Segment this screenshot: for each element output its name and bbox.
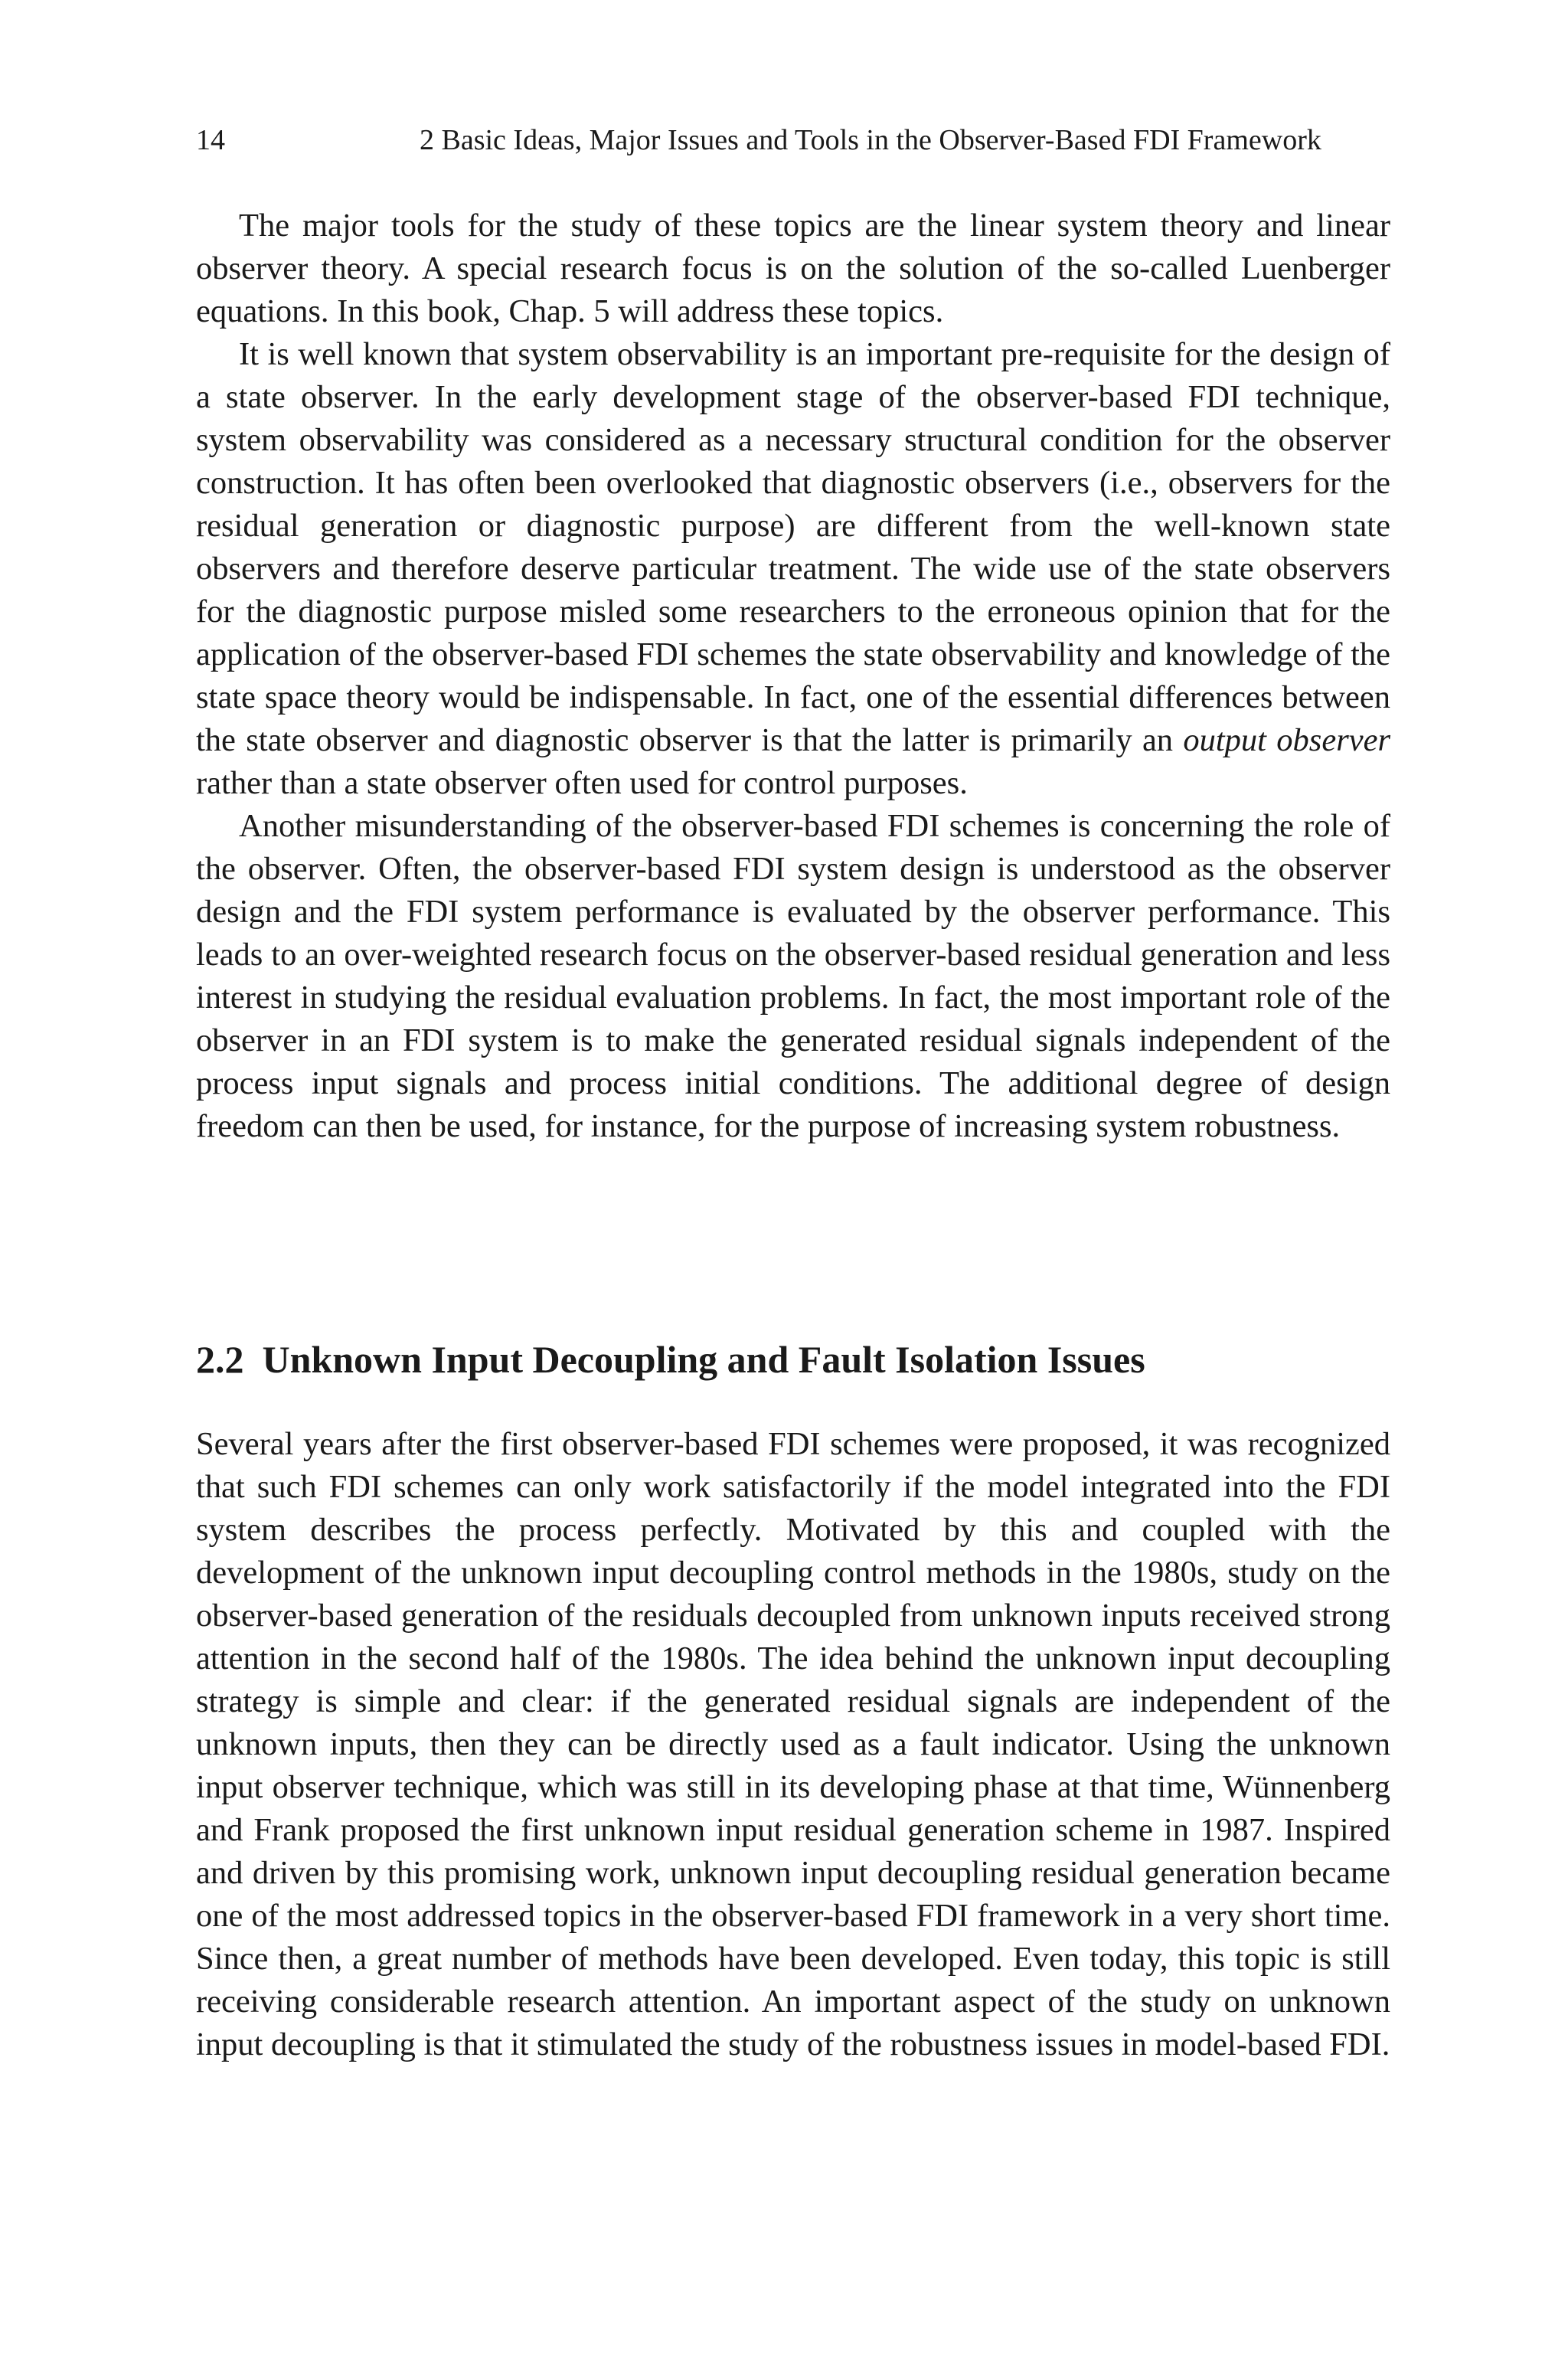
chapter-title: 2 Basic Ideas, Major Issues and Tools in the Observer-Based FDI Framework — [420, 124, 1321, 156]
body-text-before-section — [196, 204, 1390, 1148]
paragraph — [196, 1423, 1390, 2066]
paragraph-text: It is well known that system observability is an important pre-requisite for the design of a state observer. In the early development stage of the observer-based FDI technique, system observability was considered as a necessary structural condition for the observer construction. It has often been overlooked that diagnostic observers (i.e., observers for the residual generation or diagnostic purpose) are different from the well-known state observers and therefore deserve particular treatment. The wide use of the state observers for the diagnostic purpose misled some researchers to the erroneous opinion that for the application of the observer-based FDI schemes the state observability and knowledge of the state space theory would be indispensable. In fact, one of the essential differences between the state observer and diagnostic observer is that the latter is primarily an — [196, 336, 1390, 758]
paragraph-text: The major tools for the study of these topics are the linear system theory and linear observer theory. A special research focus is on the solution of the so-called Luenberger equations. In this book, Chap. 5 will address these topics. — [196, 208, 1390, 329]
body-text-after-section — [196, 1423, 1390, 2066]
section-heading — [196, 1333, 1390, 1386]
running-head — [196, 121, 1390, 159]
page-number: 14 — [196, 124, 225, 156]
section-title: Unknown Input Decoupling and Fault Isolation Issues — [262, 1338, 1145, 1381]
paragraph — [196, 805, 1390, 1148]
emphasis-text: output observer — [1183, 722, 1391, 758]
section-number: 2.2 — [196, 1338, 244, 1381]
paragraph-text-tail: rather than a state observer often used for control purposes. — [196, 765, 968, 801]
paragraph — [196, 333, 1390, 805]
paragraph-text: Several years after the first observer-based FDI schemes were proposed, it was recognized that such FDI schemes can only work satisfactorily if the model integrated into the FDI system describes the process perfectly. Motivated by this and coupled with the development of the unknown input decoupling control methods in the 1980s, study on the observer-based generation of the residuals decoupled from unknown inputs received strong attention in the second half of the 1980s. The idea behind the unknown input decoupling strategy is simple and clear: if the generated residual signals are independent of the unknown inputs, then they can be directly used as a fault indicator. Using the unknown input observer technique, which was still in its developing phase at that time, Wünnenberg and Frank proposed the first unknown input residual generation scheme in 1987. Inspired and driven by this promising work, unknown input decoupling residual generation became one of the most addressed topics in the observer-based FDI framework in a very short time. Since then, a great number of methods have been developed. Even today, this topic is still receiving considerable research attention. An important aspect of the study on unknown input decoupling is that it stimulated the study of the robustness issues in model-based FDI. — [196, 1426, 1390, 2062]
paragraph-text: Another misunderstanding of the observer-based FDI schemes is concerning the role of the observer. Often, the observer-based FDI system design is understood as the observer design and the FDI system performance is evaluated by the observer performance. This leads to an over-weighted research focus on the observer-based residual generation and less interest in studying the residual evaluation problems. In fact, the most important role of the observer in an FDI system is to make the generated residual signals independent of the process input signals and process initial conditions. The additional degree of design freedom can then be used, for instance, for the purpose of increasing system robustness. — [196, 808, 1390, 1144]
paragraph — [196, 204, 1390, 333]
